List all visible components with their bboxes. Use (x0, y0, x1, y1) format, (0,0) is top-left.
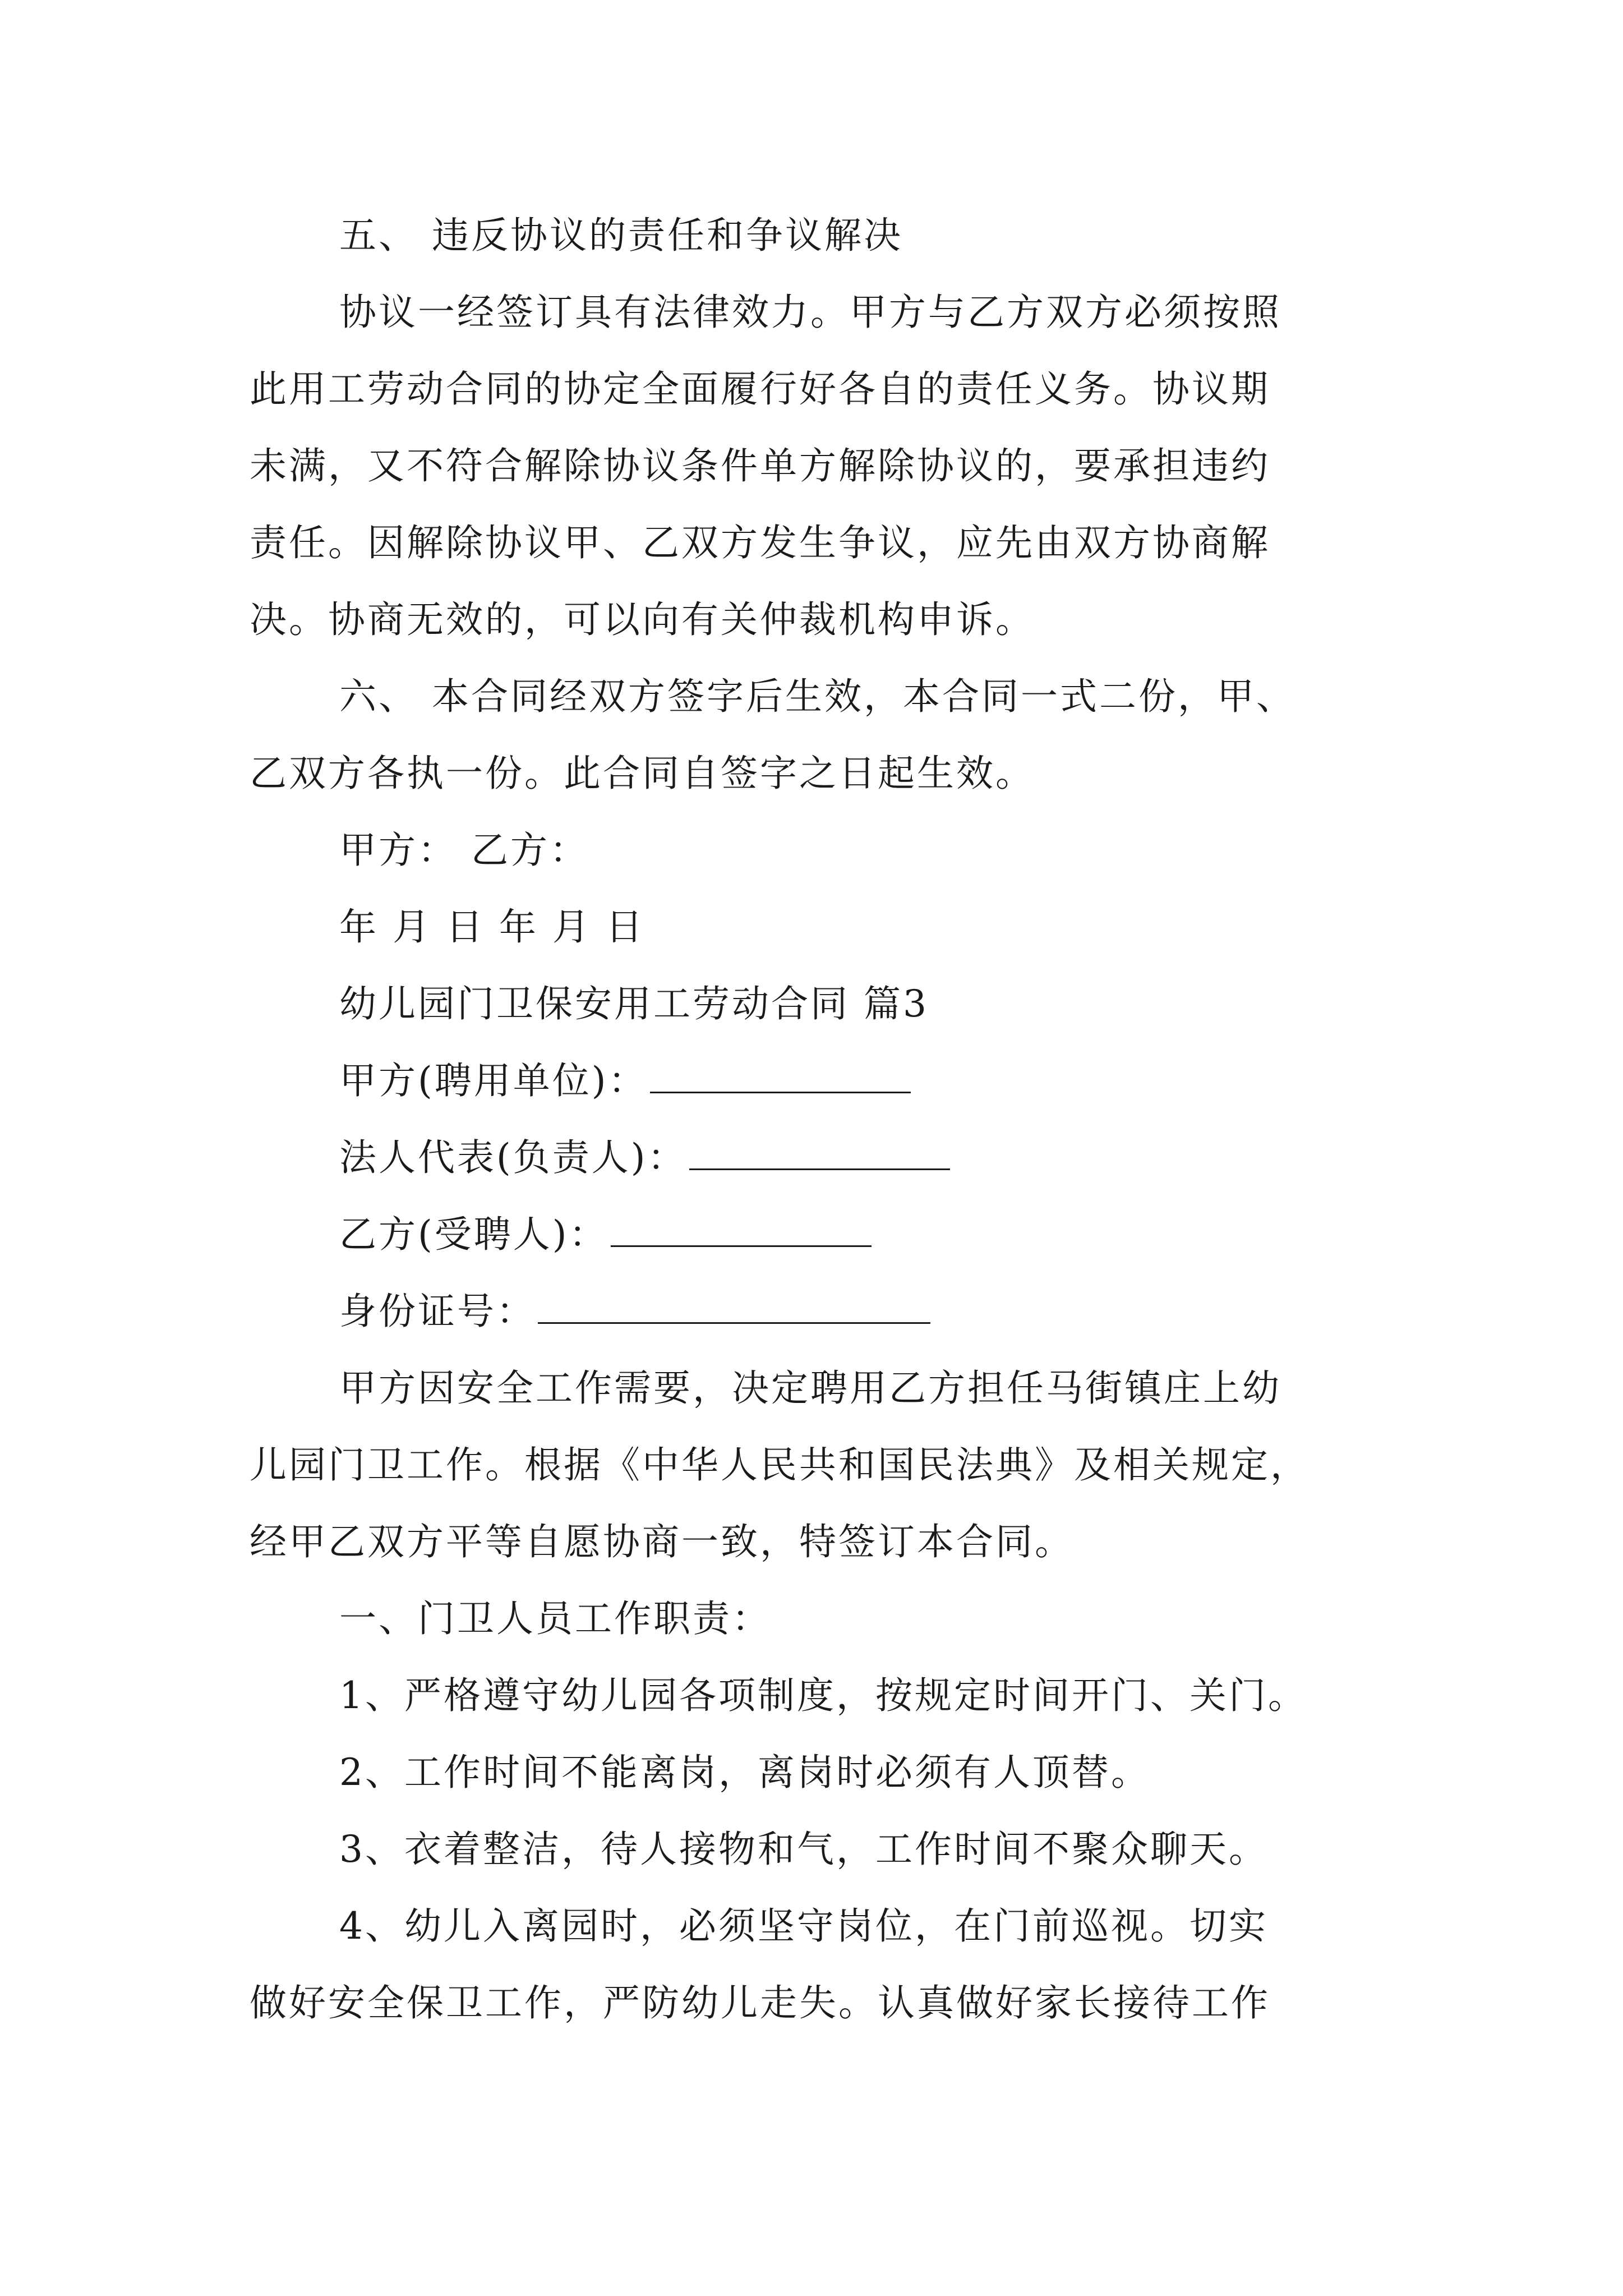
paragraph-line: 此用工劳动合同的协定全面履行好各自的责任义务。协议期 (250, 367, 1270, 411)
signature-parties-line: 甲方： 乙方： (339, 829, 589, 872)
duty-item-4: 4、幼儿入离园时，必须坚守岗位，在门前巡视。切实 (339, 1904, 1268, 1948)
section-six-line: 六、 本合同经双方签字后生效，本合同一式二份，甲、 (339, 675, 1295, 718)
paragraph-line: 儿园门卫工作。根据《中华人民共和国民法典》及相关规定， (250, 1443, 1310, 1487)
paragraph-line: 甲方因安全工作需要，决定聘用乙方担任马街镇庄上幼 (339, 1366, 1281, 1410)
contract-title: 幼儿园门卫保安用工劳动合同 篇3 (339, 982, 929, 1025)
paragraph-line: 经甲乙双方平等自愿协商一致，特签订本合同。 (250, 1520, 1074, 1563)
id-number-field (339, 1281, 1489, 1342)
section-one-heading: 一、门卫人员工作职责： (339, 1597, 771, 1640)
legal-representative-blank (689, 1131, 950, 1170)
section-five-heading: 五、 违反协议的责任和争议解决 (339, 214, 903, 257)
legal-representative-label: 法人代表(负责人)： (339, 1136, 687, 1179)
party-b-blank (611, 1208, 872, 1247)
paragraph-line: 协议一经签订具有法律效力。甲方与乙方双方必须按照 (339, 291, 1281, 334)
paragraph-line: 责任。因解除协议甲、乙双方发生争议，应先由双方协商解 (250, 521, 1270, 564)
signature-date-line: 年 月 日 年 月 日 (339, 905, 645, 949)
paragraph-line: 乙双方各执一份。此合同自签字之日起生效。 (250, 752, 1035, 795)
party-a-field (339, 1050, 1489, 1112)
party-b-field (339, 1204, 1489, 1266)
legal-representative-field (339, 1127, 1489, 1189)
paragraph-line: 决。协商无效的，可以向有关仲裁机构申诉。 (250, 598, 1035, 641)
paragraph-line: 做好安全保卫工作，严防幼儿走失。认真做好家长接待工作 (250, 1981, 1270, 2024)
party-a-blank (650, 1055, 911, 1093)
id-number-blank (538, 1285, 930, 1324)
party-b-label: 乙方(受聘人)： (339, 1213, 608, 1256)
duty-item-2: 2、工作时间不能离岗，离岗时必须有人顶替。 (339, 1751, 1150, 1794)
paragraph-line: 未满，又不符合解除协议条件单方解除协议的，要承担违约 (250, 444, 1270, 487)
party-a-label: 甲方(聘用单位)： (339, 1059, 648, 1102)
duty-item-3: 3、衣着整洁，待人接物和气，工作时间不聚众聊天。 (339, 1828, 1268, 1871)
id-number-label: 身份证号： (339, 1290, 536, 1333)
duty-item-1: 1、严格遵守幼儿园各项制度，按规定时间开门、关门。 (339, 1674, 1307, 1717)
